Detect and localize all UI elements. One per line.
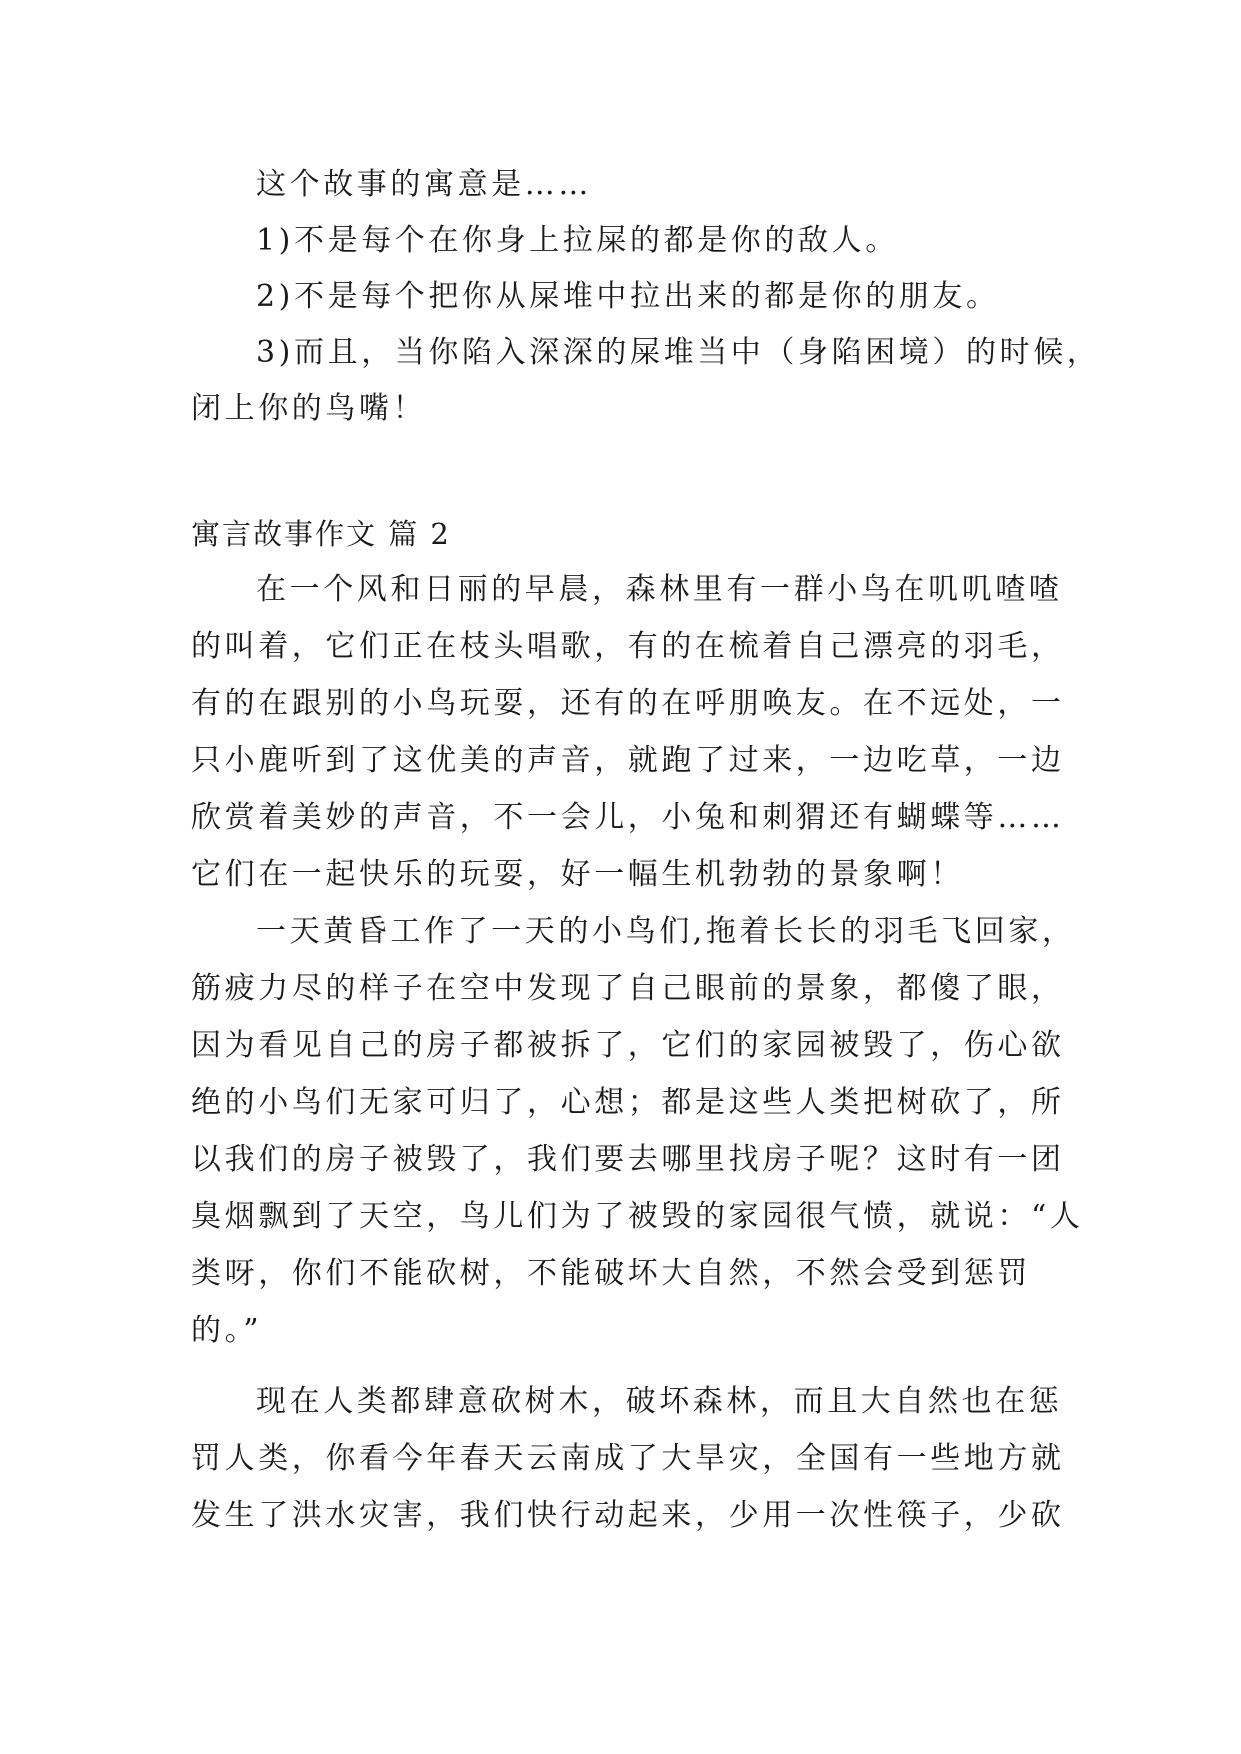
paragraph-line: 的叫着，它们正在枝头唱歌，有的在梳着自己漂亮的羽毛， [191, 629, 1065, 664]
paragraph-line: 绝的小鸟们无家可归了，心想；都是这些人类把树砍了，所 [191, 1085, 1065, 1120]
paragraph-line: 3)而且，当你陷入深深的屎堆当中（身陷困境）的时候， [256, 335, 1101, 370]
paragraph-line: 1)不是每个在你身上拉屎的都是你的敌人。 [256, 223, 899, 258]
paragraph-line: 因为看见自己的房子都被拆了，它们的家园被毁了，伤心欲 [191, 1028, 1065, 1063]
paragraph-line: 只小鹿听到了这优美的声音，就跑了过来，一边吃草，一边 [191, 743, 1065, 778]
paragraph-line: 2)不是每个把你从屎堆中拉出来的都是你的朋友。 [256, 279, 1000, 314]
paragraph-line: 闭上你的鸟嘴！ [191, 391, 427, 426]
paragraph-line: 筋疲力尽的样子在空中发现了自己眼前的景象，都傻了眼， [191, 971, 1065, 1006]
paragraph-line: 发生了洪水灾害，我们快行动起来，少用一次性筷子，少砍 [191, 1498, 1065, 1533]
paragraph-line: 类呀，你们不能砍树，不能破坏大自然，不然会受到惩罚 [191, 1256, 1031, 1291]
section-heading: 寓言故事作文 篇 2 [191, 517, 451, 551]
paragraph-line: 在一个风和日丽的早晨，森林里有一群小鸟在叽叽喳喳 [256, 572, 1063, 607]
paragraph-line: 的。” [191, 1313, 263, 1348]
paragraph-line: 臭烟飘到了天空，鸟儿们为了被毁的家园很气愤，就说：“人 [191, 1199, 1084, 1234]
paragraph-line: 以我们的房子被毁了，我们要去哪里找房子呢？这时有一团 [191, 1142, 1065, 1177]
paragraph-line: 一天黄昏工作了一天的小鸟们,拖着长长的羽毛飞回家， [256, 914, 1076, 949]
paragraph-line: 欣赏着美妙的声音，不一会儿，小兔和刺猬还有蝴蝶等…… [191, 800, 1065, 835]
paragraph-line: 它们在一起快乐的玩耍，好一幅生机勃勃的景象啊！ [191, 857, 964, 892]
paragraph-line: 罚人类，你看今年春天云南成了大旱灾，全国有一些地方就 [191, 1441, 1065, 1476]
paragraph-line: 有的在跟别的小鸟玩耍，还有的在呼朋唤友。在不远处，一 [191, 686, 1065, 721]
paragraph-line: 现在人类都肆意砍树木，破坏森林，而且大自然也在惩 [256, 1384, 1063, 1419]
paragraph-line: 这个故事的寓意是…… [256, 167, 592, 202]
